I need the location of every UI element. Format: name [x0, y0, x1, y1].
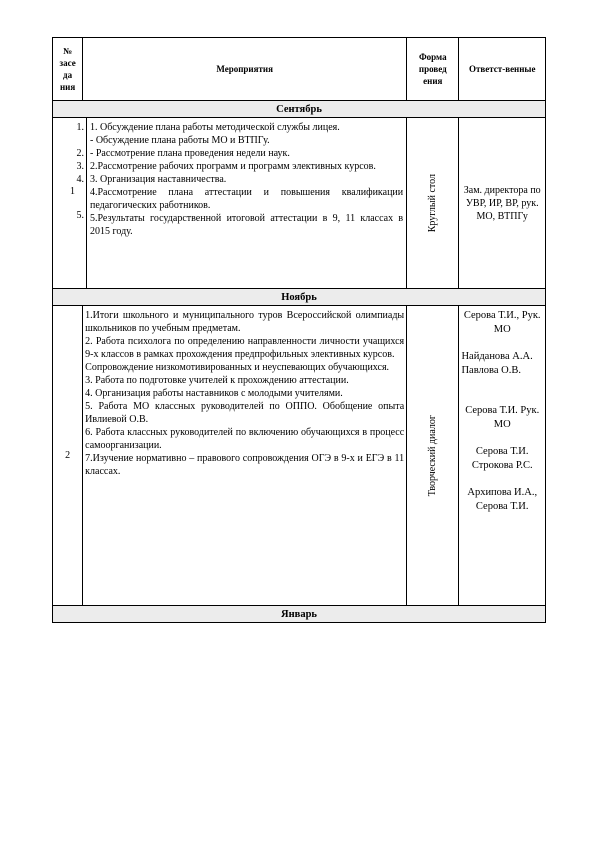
- section1-subnumbers: [53, 118, 87, 288]
- section1-activities-cell: [53, 118, 407, 289]
- section2-item: 1.Итоги школьного и муниципального туров Всероссийской олимпиады школьников по учебным предметам.: [85, 310, 405, 334]
- section1-subnum: 4.: [76, 174, 84, 185]
- section1-form-cell: [407, 118, 459, 289]
- section2-item: Сопровождение низкомотивированных и неуспевающих обучающихся.: [85, 362, 390, 373]
- section2-item: 5. Работа МО классных руководителей по ОППО. Обобщение опыта Ивлиевой О.В.: [85, 401, 405, 425]
- section1-subnum: 3.: [76, 161, 84, 172]
- section2-form: Творческий диалог: [427, 414, 439, 497]
- section1-number: 1: [70, 186, 75, 197]
- section1-item: 2.Рассмотрение рабочих программ и программ элективных курсов.: [90, 161, 376, 172]
- header-responsible: Ответст-венные: [459, 38, 546, 101]
- section1-subnum: 1.: [76, 122, 84, 133]
- section1-item: 3. Организация наставничества.: [90, 174, 227, 185]
- plan-table: [52, 37, 546, 623]
- month-row-september: [53, 101, 546, 118]
- section2-responsible-cell: [459, 306, 546, 606]
- header-form: Форма провед ения: [407, 38, 459, 101]
- section2-form-cell: [407, 306, 459, 606]
- month-november: Ноябрь: [53, 289, 546, 306]
- section1-item: - Рассмотрение плана проведения недели наук.: [90, 148, 290, 159]
- section1-item: - Обсуждение плана работы МО и ВТПГу.: [90, 135, 270, 146]
- section2-responsible: Найданова А.А.: [461, 351, 533, 362]
- month-row-november: [53, 289, 546, 306]
- section1-subnum: 5.: [76, 210, 84, 221]
- section1-item: 1. Обсуждение плана работы методической службы лицея.: [90, 122, 340, 133]
- section2-responsible: Серова Т.И. Рук. МО: [465, 405, 540, 430]
- section1-responsible: Зам. директора по УВР, ИР, ВР, рук. МО, ВТПГу: [459, 118, 546, 289]
- section2-responsible: Серова Т.И.: [475, 446, 529, 457]
- section1-form: Круглый стол: [427, 173, 439, 233]
- section2-number: 2: [53, 306, 83, 606]
- section2-item: 2. Работа психолога по определению направленности личности учащихся 9-х классов в рамках прохождения предпрофильных элективных курсов.: [85, 336, 405, 360]
- section-row-1: [53, 118, 546, 289]
- section2-item: 7.Изучение нормативно – правового сопровождения ОГЭ в 9-х и ЕГЭ в 11 классах.: [85, 453, 405, 477]
- section2-item: 6. Работа классных руководителей по включению обучающихся в процесс самоорганизации.: [85, 427, 405, 451]
- month-september: Сентябрь: [53, 101, 546, 118]
- section2-responsible: Серова Т.И.: [475, 501, 529, 512]
- section2-items: [83, 306, 407, 606]
- section2-responsible: Павлова О.В.: [461, 365, 521, 376]
- header-num: № засе да ния: [53, 38, 83, 101]
- month-january: Январь: [53, 606, 546, 623]
- header-activities: Мероприятия: [83, 38, 407, 101]
- section1-subnum: 2.: [76, 148, 84, 159]
- section1-items: [87, 118, 406, 288]
- section-row-2: [53, 306, 546, 606]
- section1-item: 5.Результаты государственной итоговой аттестации в 9, 11 классах в 2015 году.: [90, 213, 404, 237]
- section2-item: 3. Работа по подготовке учителей к прохождению аттестации.: [85, 375, 349, 386]
- month-row-january: [53, 606, 546, 623]
- section1-item: 4.Рассмотрение плана аттестации и повышения квалификации педагогических работников.: [90, 187, 404, 211]
- section2-responsible: Серова Т.И., Рук. МО: [463, 310, 541, 335]
- section2-responsible: Строкова Р.С.: [471, 460, 533, 471]
- header-row: [53, 38, 546, 101]
- section2-responsible: Архипова И.А.,: [467, 487, 538, 498]
- section2-item: 4. Организация работы наставников с молодыми учителями.: [85, 388, 343, 399]
